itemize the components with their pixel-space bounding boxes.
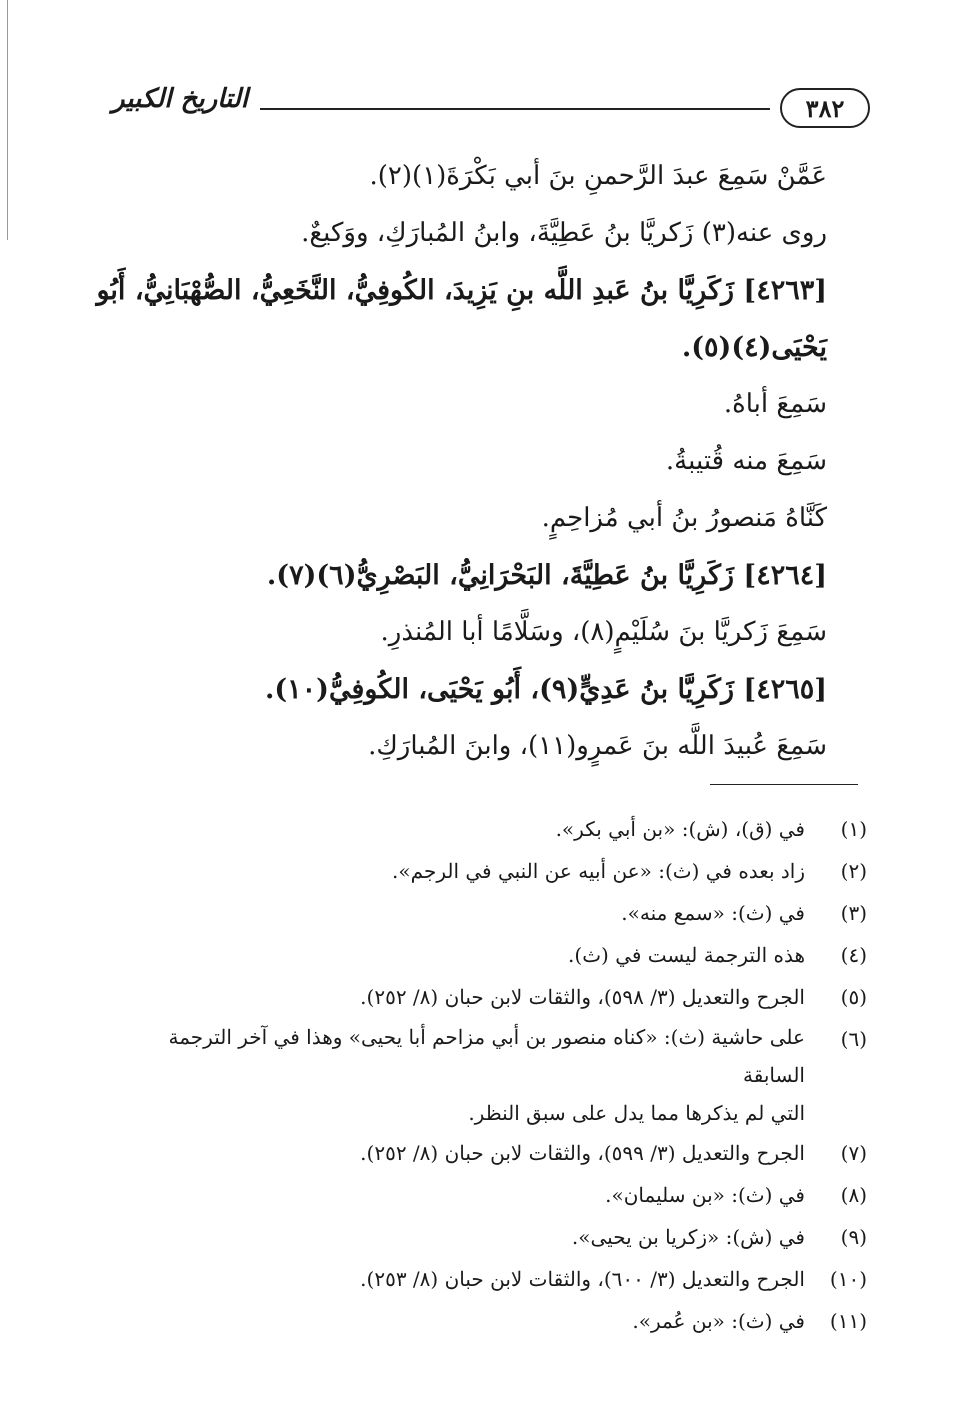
- text-line: عَمَّنْ سَمِعَ عبدَ الرَّحمنِ بنَ أبي بَكْرَةَ(١)(٢).: [369, 161, 827, 191]
- footnote: [110, 1174, 867, 1216]
- footnote: [110, 1018, 867, 1132]
- page-number-badge: ٣٨٢: [780, 88, 870, 128]
- footnote-separator: [710, 784, 858, 785]
- footnote-text-line: على حاشية (ث): «كناه منصور بن أبي مزاحم أبا يحيى» وهذا في آخر الترجمة السابقة: [168, 1025, 805, 1087]
- entry-heading: [٤٢٦٤] زَكَرِيَّا بنُ عَطِيَّةَ، البَحْرَانِيُّ، البَصْرِيُّ(٦)(٧).: [266, 560, 827, 591]
- footnote-number: (١١): [829, 1309, 867, 1333]
- main-text: [96, 148, 827, 775]
- footnote-text: في (ث): «بن عُمر».: [632, 1309, 805, 1333]
- footnote-text-line: التي لم يذكرها مما يدل على سبق النظر.: [468, 1101, 805, 1125]
- footnote: [110, 976, 867, 1018]
- page-header: [110, 82, 870, 142]
- footnote: [110, 808, 867, 850]
- text-line: كَنَّاهُ مَنصورُ بنُ أبي مُزاحِمٍ.: [541, 503, 827, 533]
- footnote-text-multiline: [110, 1018, 805, 1132]
- footnote-text: في (ث): «سمع منه».: [621, 901, 805, 925]
- footnote: [110, 1300, 867, 1342]
- footnote-text: الجرح والتعديل (٣/ ٥٩٩)، والثقات لابن حبان (٨/ ٢٥٢).: [360, 1141, 805, 1165]
- text-line: سَمِعَ أباهُ.: [723, 389, 827, 419]
- footnote-number: (١٠): [829, 1267, 867, 1291]
- footnote-text: في (ش): «زكريا بن يحيى».: [571, 1225, 805, 1249]
- footnote-number: (٢): [840, 859, 867, 883]
- text-line: سَمِعَ زَكريَّا بنَ سُلَيْمٍ(٨)، وسَلَّامًا أبا المُنذرِ.: [380, 617, 827, 647]
- text-line: سَمِعَ عُبيدَ اللَّه بنَ عَمرٍو(١١)، وابنَ المُبارَكِ.: [368, 731, 827, 761]
- footnote-number: (١): [840, 817, 867, 841]
- entry-heading: [٤٢٦٣] زَكَرِيَّا بنُ عَبدِ اللَّه بنِ يَزِيدَ، الكُوفِيُّ، النَّخَعِيُّ، الصُّهْبَانِيُّ، أَبُو: [96, 275, 827, 306]
- footnote-number: (٦): [840, 1027, 867, 1051]
- footnote-number: (٧): [840, 1141, 867, 1165]
- footnote-number: (٣): [840, 901, 867, 925]
- entry-heading: [٤٢٦٥] زَكَرِيَّا بنُ عَدِيٍّ(٩)، أَبُو يَحْيَى، الكُوفِيُّ(١٠).: [264, 674, 827, 705]
- footnote-text: زاد بعده في (ث): «عن أبيه عن النبي في الرجم».: [392, 859, 805, 883]
- footnote: [110, 1216, 867, 1258]
- footnote: [110, 892, 867, 934]
- entry-heading-continued: يَحْيَى(٤)(٥).: [681, 332, 827, 363]
- footnote-text: في (ث): «بن سليمان».: [605, 1183, 805, 1207]
- footnote-number: (٥): [840, 985, 867, 1009]
- text-line: روى عنه(٣) زَكريَّا بنُ عَطِيَّةَ، وابنُ المُبارَكِ، ووَكيعٌ.: [301, 218, 827, 248]
- footnote-number: (٩): [840, 1225, 867, 1249]
- footnote: [110, 1258, 867, 1300]
- footnote: [110, 850, 867, 892]
- header-rule: [260, 108, 770, 110]
- footnote-text: الجرح والتعديل (٣/ ٥٩٨)، والثقات لابن حبان (٨/ ٢٥٢).: [360, 985, 805, 1009]
- footnotes: [110, 808, 867, 1342]
- footnote-text: في (ق)، (ش): «بن أبي بكر».: [555, 817, 805, 841]
- text-line: سَمِعَ منه قُتيبةُ.: [665, 446, 827, 476]
- footnote-text: هذه الترجمة ليست في (ث).: [568, 943, 805, 967]
- footnote-number: (٤): [840, 943, 867, 967]
- footnote: [110, 1132, 867, 1174]
- book-title: التاريخ الكبير: [111, 84, 249, 114]
- footnote-number: (٨): [840, 1183, 867, 1207]
- footnote-text: الجرح والتعديل (٣/ ٦٠٠)، والثقات لابن حبان (٨/ ٢٥٣).: [360, 1267, 805, 1291]
- footnote: [110, 934, 867, 976]
